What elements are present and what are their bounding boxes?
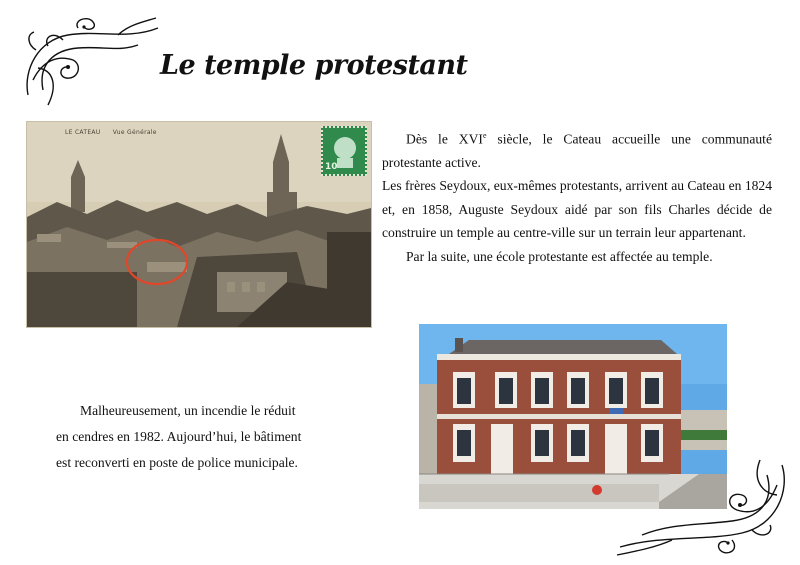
intro-text-part: Dès le XVI: [406, 131, 483, 147]
outro-line-3: est reconverti en poste de police municipale.: [56, 455, 298, 470]
flourish-ornament-bottom-right-icon: [612, 455, 794, 560]
outro-line-1: Malheureusement, un incendie le réduit: [80, 403, 296, 418]
postcard-caption-place: LE CATEAU: [65, 129, 101, 136]
postcard-caption: [65, 129, 167, 136]
stamp-value: 10: [325, 162, 338, 172]
postcard-caption-view: Vue Générale: [112, 129, 157, 136]
outro-text: [56, 398, 356, 476]
page-title: Le temple protestant: [160, 50, 468, 81]
historic-postcard-image: [26, 121, 372, 328]
outro-line-2: en cendres en 1982. Aujourd’hui, le bâtiment: [56, 429, 302, 444]
intro-text: [382, 124, 772, 268]
century-superscript: e: [482, 131, 487, 140]
intro-text-part: siècle, le Cateau accueille une communauté protestante active.: [382, 131, 772, 170]
intro-paragraph-3: Par la suite, une école protestante est affectée au temple.: [406, 248, 713, 264]
intro-paragraph-1: [382, 124, 772, 174]
flourish-ornament-top-left-icon: [18, 10, 168, 110]
postage-stamp: [321, 126, 367, 176]
intro-paragraph-2: Les frères Seydoux, eux-mêmes protestants, arrivent au Cateau en 1824 et, en 1858, Auguste Seydoux aidé par son fils Charles décide de construire un temple au centre-ville sur un terrain leur appartenant.: [382, 178, 772, 241]
